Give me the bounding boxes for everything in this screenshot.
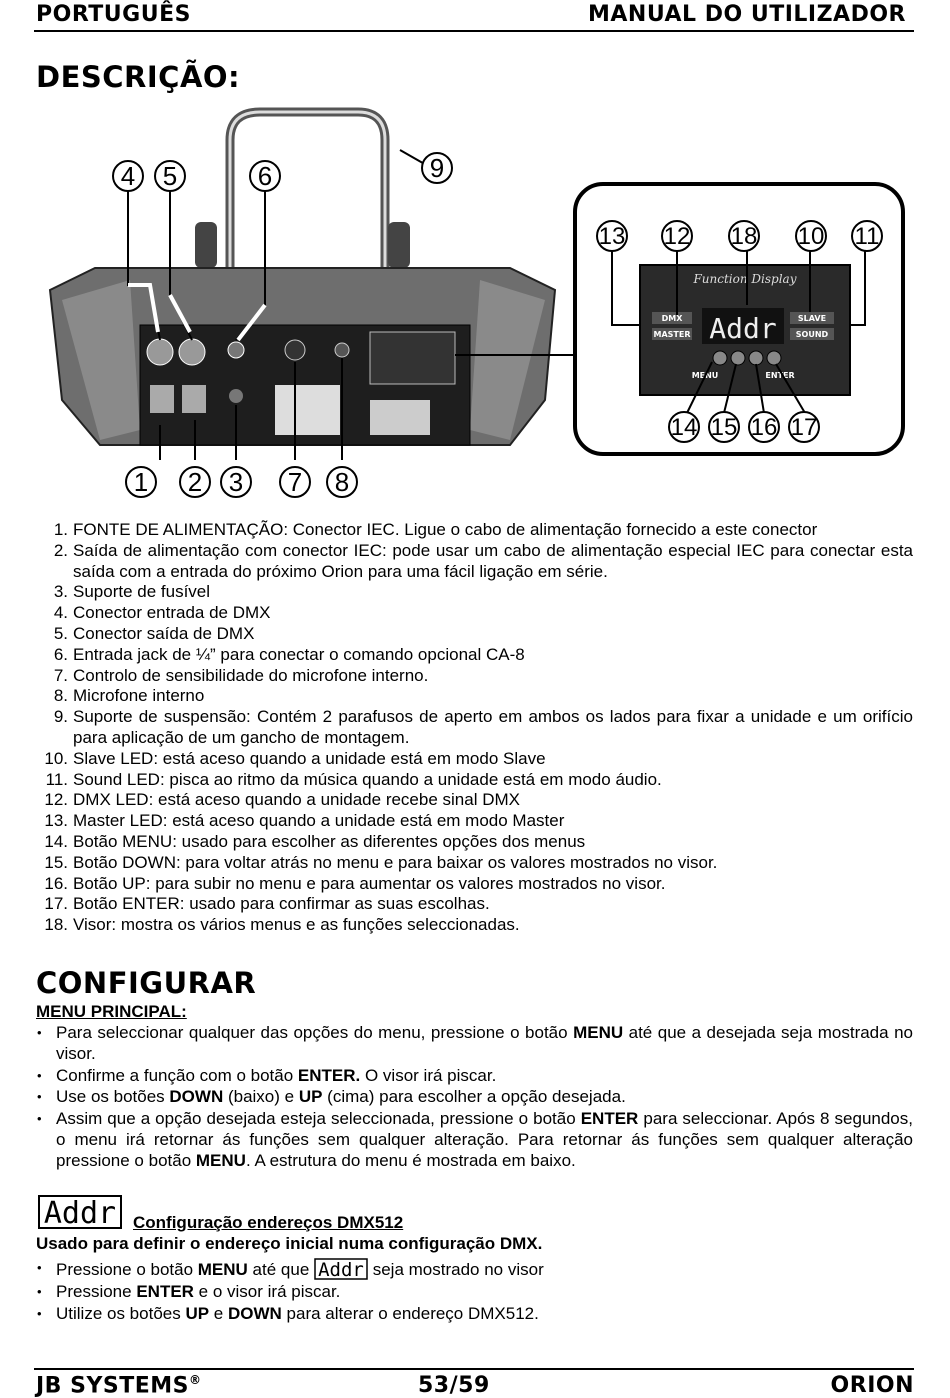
description-item <box>36 894 913 915</box>
panel-label-menu: MENU <box>691 371 719 380</box>
bullet-bold-text: UP <box>185 1303 210 1323</box>
addr-lcd-inline-text: Addr <box>318 1259 364 1280</box>
footer-brand-text: JB SYSTEMS <box>36 1373 190 1398</box>
panel-button-up <box>749 351 763 365</box>
description-item-number: 1. <box>53 520 68 539</box>
description-item <box>36 520 913 541</box>
callout-13-label: 13 <box>598 223 626 250</box>
bullet-text-segment: Para seleccionar qualquer das opções do menu, pressione o botão <box>56 1023 574 1042</box>
bullet-text-segment: e <box>209 1303 228 1323</box>
description-item-text: Visor: mostra os vários menus e as funções seleccionadas. <box>73 915 520 935</box>
bullet-text-segment: Use os botões <box>56 1087 170 1107</box>
footer-product: ORION <box>830 1373 914 1398</box>
callout-8-label: 8 <box>334 467 350 497</box>
bracket-knob-left <box>195 222 217 268</box>
bullet-item <box>36 1087 913 1108</box>
description-item-number: 10. <box>44 748 68 768</box>
bullet-bold-text: DOWN <box>169 1087 224 1107</box>
header-rule <box>34 30 914 32</box>
description-item-number: 8. <box>53 686 68 706</box>
section-title-configure: CONFIGURAR <box>36 966 257 1000</box>
callout-6-label: 6 <box>257 161 273 191</box>
bullet-text-segment: (baixo) e <box>223 1087 299 1107</box>
iec-input <box>150 385 174 413</box>
bullet-bold-text: MENU <box>195 1150 246 1170</box>
callout-18 <box>729 221 759 251</box>
description-item-number: 18. <box>44 915 68 935</box>
callout-4-label: 4 <box>120 161 136 191</box>
callout-4 <box>113 161 143 191</box>
bullet-text-segment: Confirme a função com o botão <box>56 1065 298 1085</box>
callout-11-label: 11 <box>854 223 880 250</box>
bullet-text-segment: até que a desejada seja mostrada no visor. <box>56 1023 913 1063</box>
description-item-text: Conector entrada de DMX <box>73 603 271 623</box>
description-item <box>36 749 913 770</box>
bullet-text <box>56 1066 913 1087</box>
bullet-text <box>56 1258 913 1281</box>
bullet-text-segment: (cima) para escolher a opção desejada. <box>322 1087 626 1107</box>
description-item <box>36 790 913 811</box>
bullet-item <box>36 1304 913 1325</box>
callout-17-label: 17 <box>790 414 818 441</box>
jack-input <box>228 342 244 358</box>
bullet-text-segment: Pressione o botão <box>56 1260 198 1279</box>
description-item <box>36 582 913 603</box>
description-item-text: Conector saída de DMX <box>73 623 255 643</box>
bracket-knob-right <box>388 222 410 268</box>
bullet-text-segment: Utilize os botões <box>56 1303 186 1323</box>
bullet-text-segment: Pressione <box>56 1281 137 1301</box>
bullet-text <box>56 1023 913 1065</box>
description-item-text: Slave LED: está aceso quando a unidade está em modo Slave <box>73 748 546 768</box>
bullet-bold-text: UP <box>298 1087 323 1107</box>
description-item-text: Botão MENU: usado para escolher as diferentes opções dos menus <box>73 831 586 851</box>
description-item <box>36 853 913 874</box>
description-item-number: 5. <box>53 623 68 643</box>
panel-title: Function Display <box>693 272 797 286</box>
description-item-number: 11. <box>45 769 68 789</box>
bullet-item <box>36 1066 913 1087</box>
description-item-number: 2. <box>53 540 68 560</box>
callout-2-label: 2 <box>187 467 203 497</box>
bullet-item <box>36 1258 913 1281</box>
callout-17 <box>789 412 819 442</box>
panel-label-master: MASTER <box>653 330 691 339</box>
callout-14 <box>669 412 699 442</box>
microphone <box>335 343 349 357</box>
main-menu-subtitle: MENU PRINCIPAL: <box>36 1002 187 1021</box>
footer-rule <box>34 1368 914 1370</box>
bullet-text-segment: Assim que a opção desejada esteja seleccionada, pressione o botão <box>56 1109 581 1129</box>
callout-1-label: 1 <box>133 467 149 497</box>
callout-8 <box>327 467 357 497</box>
callout-9-label: 9 <box>429 153 445 183</box>
footer-brand <box>36 1373 202 1398</box>
description-item <box>36 686 913 707</box>
description-list <box>36 520 913 936</box>
header-language: PORTUGUÊS <box>36 2 191 27</box>
description-item-number: 16. <box>44 873 68 893</box>
callout-1 <box>126 467 156 497</box>
description-item <box>36 603 913 624</box>
description-item-text: Entrada jack de ¼” para conectar o comando opcional CA-8 <box>73 644 525 664</box>
description-item-text: Sound LED: pisca ao ritmo da música quando a unidade está em modo áudio. <box>73 769 662 789</box>
panel-lcd-text: Addr <box>709 312 777 345</box>
description-item-text: Microfone interno <box>73 686 205 706</box>
section-title-description: DESCRIÇÃO: <box>36 60 241 94</box>
iec-output <box>182 385 206 413</box>
bullet-text <box>56 1282 913 1303</box>
description-item-text: FONTE DE ALIMENTAÇÃO: Conector IEC. Ligue o cabo de alimentação fornecido a este conector <box>73 520 818 539</box>
callout-2 <box>180 467 210 497</box>
bullet-bold-text: MENU <box>197 1260 248 1279</box>
callout-14-label: 14 <box>670 414 698 441</box>
footer-brand-reg: ® <box>189 1373 202 1387</box>
callout-16 <box>749 412 779 442</box>
description-item <box>36 624 913 645</box>
description-item-number: 17. <box>44 894 68 914</box>
bullet-dot: • <box>37 1260 42 1275</box>
callout-5-label: 5 <box>162 161 178 191</box>
description-item-text: Suporte de fusível <box>73 582 211 602</box>
addr-lcd-large-text: Addr <box>43 1196 117 1229</box>
bullet-text <box>56 1304 913 1325</box>
callout-15 <box>709 412 739 442</box>
callout-10-label: 10 <box>797 223 825 250</box>
description-item-text: Botão DOWN: para voltar atrás no menu e para baixar os valores mostrados no visor. <box>73 852 718 872</box>
bullet-dot: • <box>37 1111 42 1127</box>
addr-lcd-large <box>38 1195 122 1229</box>
description-item <box>36 811 913 832</box>
callout-7 <box>280 467 310 497</box>
bullet-text-segment: para seleccionar. Após 8 segundos, o menu irá retornar ás funções sem qualquer alteração. Para retornar ás funções sem qualquer alteração pressione o botão <box>56 1109 913 1170</box>
description-item-number: 6. <box>53 644 68 664</box>
description-item-text: Botão UP: para subir no menu e para aumentar os valores mostrados no visor. <box>73 873 666 893</box>
bullet-bold-text: ENTER. <box>297 1065 361 1085</box>
panel-button-enter <box>767 351 781 365</box>
bullet-bold-text: MENU <box>573 1023 624 1042</box>
description-item-number: 12. <box>44 790 68 810</box>
header-manual-title: MANUAL DO UTILIZADOR <box>588 2 906 27</box>
callout-10 <box>796 221 826 251</box>
description-item <box>36 770 913 791</box>
addr-config-bullets <box>36 1258 913 1325</box>
description-item-number: 9. <box>53 707 68 727</box>
info-label <box>275 385 340 435</box>
bullet-text <box>56 1087 913 1108</box>
description-item-number: 13. <box>44 811 68 831</box>
description-item-number: 14. <box>44 831 68 851</box>
callout-5 <box>155 161 185 191</box>
panel-label-dmx: DMX <box>661 314 683 323</box>
callout-16-label: 16 <box>750 414 778 441</box>
bullet-dot: • <box>37 1283 42 1299</box>
panel-button-down <box>731 351 745 365</box>
description-item-number: 15. <box>44 852 68 872</box>
bullet-text <box>56 1109 913 1171</box>
addr-config-title: Configuração endereços DMX512 <box>133 1213 404 1232</box>
description-item-text: Controlo de sensibilidade do microfone interno. <box>73 665 429 685</box>
bullet-bold-text: ENTER <box>136 1281 194 1301</box>
bullet-bold-text: DOWN <box>227 1303 282 1323</box>
bullet-text-segment: até que <box>247 1260 314 1279</box>
product-figure <box>40 100 920 505</box>
description-item <box>36 645 913 666</box>
main-menu-bullets <box>36 1023 913 1173</box>
dmx-input-connector <box>147 339 173 365</box>
bullet-dot: • <box>37 1089 42 1105</box>
bullet-bold-text: ENTER <box>580 1109 639 1129</box>
addr-lcd-inline <box>314 1258 368 1280</box>
bullet-dot: • <box>37 1305 42 1321</box>
callout-9 <box>422 153 452 183</box>
callout-15-label: 15 <box>710 414 738 441</box>
description-item <box>36 874 913 895</box>
sensitivity-knob <box>285 340 305 360</box>
bullet-dot: • <box>37 1067 42 1083</box>
footer-page-number: 53/59 <box>418 1373 490 1398</box>
bullet-text-segment: seja mostrado no visor <box>368 1260 544 1279</box>
bullet-item <box>36 1023 913 1065</box>
panel-label-slave: SLAVE <box>797 314 827 323</box>
fuse-holder <box>229 389 243 403</box>
callout-13 <box>597 221 627 251</box>
addr-config-description: Usado para definir o endereço inicial numa configuração DMX. <box>36 1234 543 1253</box>
panel-button-menu <box>713 351 727 365</box>
callout-12 <box>662 221 692 251</box>
bullet-text-segment: . A estrutura do menu é mostrada em baixo. <box>245 1150 576 1170</box>
description-item-text: Botão ENTER: usado para confirmar as suas escolhas. <box>73 894 490 914</box>
panel-label-enter: ENTER <box>765 371 795 380</box>
description-item <box>36 707 913 749</box>
callout-7-label: 7 <box>287 467 303 497</box>
dmx-output-connector <box>179 339 205 365</box>
callout-18-label: 18 <box>730 223 758 250</box>
description-item-text: Suporte de suspensão: Contém 2 parafusos de aperto em ambos os lados para fixar a unidade e um orifício para aplicação de um gancho de montagem. <box>73 707 913 747</box>
panel-label-sound: SOUND <box>795 330 829 339</box>
description-item <box>36 541 913 583</box>
description-item-number: 7. <box>53 665 68 685</box>
callout-12-label: 12 <box>663 223 691 250</box>
callout-11 <box>852 221 882 251</box>
description-item-number: 3. <box>53 582 68 602</box>
description-item-number: 4. <box>53 603 68 623</box>
description-item-text: DMX LED: está aceso quando a unidade recebe sinal DMX <box>73 790 520 810</box>
callout-3-label: 3 <box>228 467 244 497</box>
small-display-panel <box>370 332 455 384</box>
bullet-text-segment: e o visor irá piscar. <box>193 1281 341 1301</box>
callout-3 <box>221 467 251 497</box>
serial-label <box>370 400 430 435</box>
description-item <box>36 915 913 936</box>
description-item-text: Saída de alimentação com conector IEC: pode usar um cabo de alimentação especial IEC para conectar esta saída com a entrada do próximo Orion para uma fácil ligação em série. <box>73 540 913 581</box>
bullet-item <box>36 1109 913 1171</box>
bullet-text-segment: para alterar o endereço DMX512. <box>281 1303 539 1323</box>
description-item <box>36 832 913 853</box>
bullet-item <box>36 1282 913 1303</box>
description-item-text: Master LED: está aceso quando a unidade está em modo Master <box>73 811 565 831</box>
callout-6 <box>250 161 280 191</box>
description-item <box>36 666 913 687</box>
bullet-dot: • <box>37 1025 42 1040</box>
bullet-text-segment: O visor irá piscar. <box>360 1065 497 1085</box>
